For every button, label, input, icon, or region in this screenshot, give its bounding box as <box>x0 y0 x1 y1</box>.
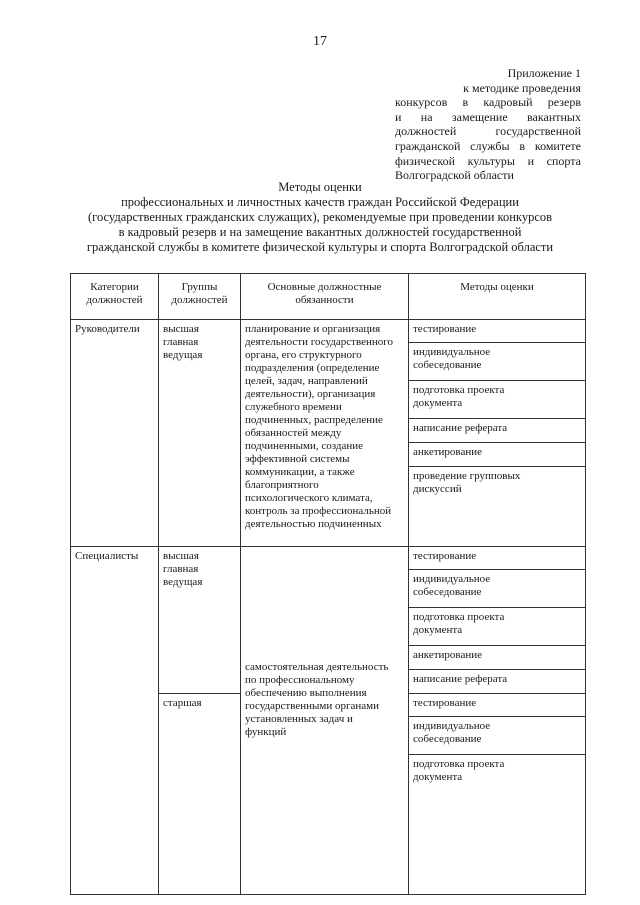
group-label: высшая <box>163 323 199 335</box>
method-cell <box>409 755 586 895</box>
header-text: должностей <box>171 294 228 306</box>
title-line: профессиональных и личностных качеств граждан Российской Федерации <box>121 195 519 209</box>
header-group <box>159 274 241 320</box>
method-cell <box>409 717 586 755</box>
group-label: ведущая <box>163 349 203 361</box>
header-text: Группы <box>181 281 218 293</box>
method-text: тестирование <box>413 323 477 335</box>
table-row <box>71 547 586 570</box>
method-text: документа <box>413 624 463 636</box>
duty-line: подчиненными, создание <box>245 440 364 452</box>
duty-line: подразделения (определение <box>245 362 380 374</box>
document-title <box>60 180 580 255</box>
header-text: Основные должностные <box>267 281 382 293</box>
duty-line: государственными органами <box>245 700 380 712</box>
duty-line: деятельности), организация <box>245 388 376 400</box>
method-cell <box>409 608 586 646</box>
title-line: (государственных гражданских служащих), рекомендуемые при проведении конкурсов <box>87 210 553 224</box>
page-number: 17 <box>313 34 327 49</box>
title-line: в кадровый резерв и на замещение вакантных должностей государственной <box>118 225 522 239</box>
method-cell <box>409 419 586 443</box>
duty-line: коммуникации, а также <box>245 466 355 478</box>
appendix-header <box>395 66 581 183</box>
method-cell <box>409 694 586 717</box>
method-text: дискуссий <box>413 483 462 495</box>
method-text: проведение групповых <box>413 470 521 482</box>
appendix-line: должностей государственной <box>395 124 581 139</box>
duty-line: деятельности государственного <box>245 336 393 348</box>
group-label: высшая <box>163 550 199 562</box>
header-duties <box>241 274 409 320</box>
method-cell <box>409 443 586 467</box>
group-label: главная <box>163 336 199 348</box>
groups-managers <box>159 320 241 547</box>
method-cell <box>409 670 586 694</box>
header-text: обязанности <box>295 294 354 306</box>
method-text: тестирование <box>413 550 477 562</box>
duties-managers <box>241 320 409 547</box>
method-text: индивидуальное <box>413 720 491 732</box>
methods-table <box>70 273 586 895</box>
method-cell <box>409 343 586 381</box>
method-cell <box>409 320 586 343</box>
duty-line: органа, его структурного <box>245 349 362 361</box>
duty-line: обязанностей между <box>245 427 342 439</box>
method-text: индивидуальное <box>413 573 491 585</box>
method-text: написание реферата <box>413 673 508 685</box>
method-text: написание реферата <box>413 422 508 434</box>
method-text: индивидуальное <box>413 346 491 358</box>
appendix-line: Волгоградской области <box>395 168 514 183</box>
duty-line: служебного времени <box>245 401 342 413</box>
header-text: Методы оценки <box>460 281 534 293</box>
appendix-line: гражданской службы в комитете <box>395 138 581 153</box>
header-category <box>71 274 159 320</box>
header-methods <box>409 274 586 320</box>
method-cell <box>409 381 586 419</box>
group-label: главная <box>163 563 199 575</box>
method-text: собеседование <box>413 733 482 745</box>
method-text: собеседование <box>413 586 482 598</box>
title-line: гражданской службы в комитете физической культуры и спорта Волгоградской области <box>86 240 554 254</box>
method-cell <box>409 570 586 608</box>
duty-line: установленных задач и <box>245 713 353 725</box>
method-text: тестирование <box>413 697 477 709</box>
appendix-line: и на замещение вакантных <box>395 109 581 124</box>
table-row <box>71 320 586 343</box>
duty-line: подчиненных, распределение <box>245 414 383 426</box>
appendix-line: физической культуры и спорта <box>395 153 581 168</box>
duty-line: планирование и организация <box>245 323 381 335</box>
method-text: подготовка проекта <box>413 384 505 396</box>
duty-line: психологического климата, <box>245 492 373 504</box>
method-text: подготовка проекта <box>413 758 505 770</box>
method-cell <box>409 646 586 670</box>
duty-line: обеспечению выполнения <box>245 687 367 699</box>
appendix-line: конкурсов в кадровый резерв <box>395 95 581 110</box>
duty-line: самостоятельная деятельность <box>245 661 389 673</box>
table-header-row <box>71 274 586 320</box>
category-managers: Руководители <box>71 320 159 547</box>
method-text: подготовка проекта <box>413 611 505 623</box>
header-text: должностей <box>86 294 143 306</box>
groups-specialists-senior <box>159 547 241 694</box>
method-text: анкетирование <box>413 446 483 458</box>
title-heading: Методы оценки <box>278 180 362 194</box>
groups-specialists-junior <box>159 694 241 895</box>
method-text: документа <box>413 397 463 409</box>
method-text: анкетирование <box>413 649 483 661</box>
duty-line: целей, задач, направлений <box>245 375 368 387</box>
method-cell <box>409 467 586 547</box>
method-text: собеседование <box>413 359 482 371</box>
duty-line: функций <box>245 726 287 738</box>
duty-line: благоприятного <box>245 479 319 491</box>
category-specialists: Специалисты <box>71 547 159 895</box>
method-cell <box>409 547 586 570</box>
method-text: документа <box>413 771 463 783</box>
duty-line: эффективной системы <box>245 453 350 465</box>
duty-line: контроль за профессиональной <box>245 505 392 517</box>
duty-line: деятельностью подчиненных <box>245 518 382 530</box>
group-label: старшая <box>163 697 202 709</box>
duties-specialists <box>241 547 409 895</box>
appendix-line: Приложение 1 <box>507 66 581 80</box>
group-label: ведущая <box>163 576 203 588</box>
duty-line: по профессиональному <box>245 674 355 686</box>
header-text: Категории <box>90 281 139 293</box>
appendix-line: к методике проведения <box>463 80 581 95</box>
